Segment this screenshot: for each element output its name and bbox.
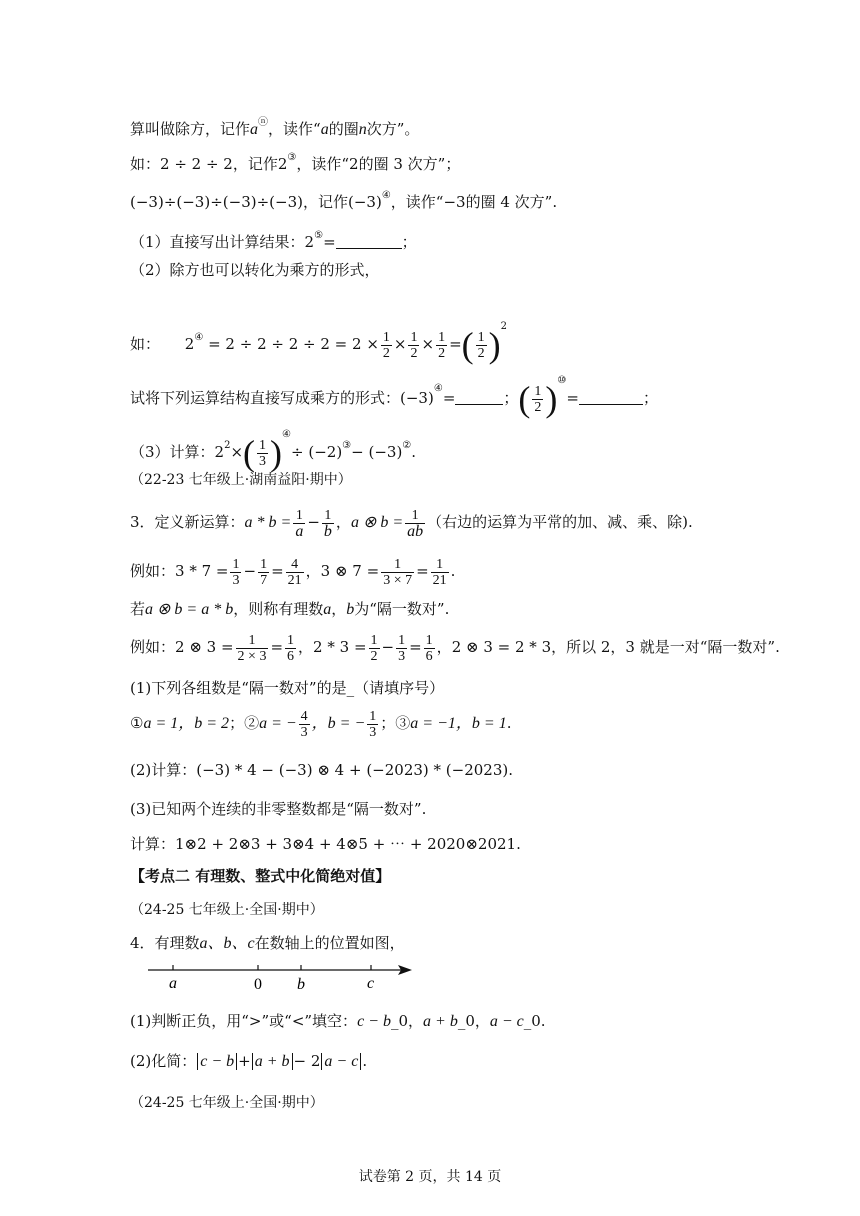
text: ， [436, 638, 452, 656]
numerator: 1 [394, 556, 402, 572]
label-0: 0 [254, 976, 262, 993]
right-paren: ) [270, 433, 283, 473]
math-expr: = 2 ÷ 2 ÷ 2 ÷ 2 = 2 × [208, 335, 379, 353]
numerator: 1 [259, 437, 267, 453]
numerator: 4 [300, 708, 308, 724]
text: 为“隔一数对”. [354, 600, 450, 618]
numerator: 1 [534, 383, 542, 399]
math-expr: c − b [357, 1013, 391, 1030]
math-expr: 2 ⊗ 3 = 2 * 3 [451, 638, 552, 656]
intro-line-3 [130, 186, 557, 212]
part-label: (2)计算： [130, 761, 197, 779]
denominator: 2 [477, 345, 485, 361]
q2-example [130, 310, 508, 365]
section-heading: 【考点二 有理数、整式中化简绝对值】 [130, 867, 391, 885]
q3-options [130, 706, 511, 741]
q2-try [130, 364, 658, 419]
numerator: 1 [425, 632, 433, 648]
part-label: (1)判断正负，用“>”或“<”填空： [130, 1012, 358, 1030]
numerator: 1 [411, 507, 419, 523]
math-expr: ÷ (−2) [291, 443, 343, 461]
text: 如： [130, 155, 161, 173]
math-expr: (−3)÷(−3)÷(−3)÷(−3) [130, 193, 303, 211]
equals: = [442, 389, 456, 407]
var-a: a [250, 121, 259, 138]
circled-10: ⑩ [557, 375, 567, 386]
math-vars: a、b、c [199, 935, 255, 952]
fraction [369, 633, 380, 664]
math-expr: a = −1，b = 1 [410, 715, 507, 732]
q3-example-1 [130, 554, 455, 588]
q3-part3: (3)已知两个连续的非零整数都是“隔一数对”. [130, 800, 427, 818]
math-expr: 3 * 7 = [175, 562, 229, 580]
denominator: 6 [425, 648, 433, 664]
denominator: 3 × 7 [383, 572, 413, 588]
fraction [381, 557, 414, 588]
math-expr: a * b = [244, 514, 292, 531]
text: 的圈 4 次方”. [465, 193, 558, 211]
fraction-1-over-ab [405, 508, 425, 539]
denominator: a [295, 522, 304, 540]
part-label: （2）除方也可以转化为乘方的形式， [130, 261, 380, 279]
circled-4: ④ [433, 383, 443, 394]
q4-part2 [130, 1051, 367, 1072]
numerator: 1 [436, 556, 444, 572]
fraction [285, 633, 296, 664]
text: 例如： [130, 638, 176, 656]
plus: + [238, 1052, 251, 1070]
denominator: 3 [300, 724, 308, 740]
numerator: 1 [438, 329, 446, 345]
numerator: 1 [410, 329, 418, 345]
math-expr: 2 ⊗ 3 = [175, 638, 234, 656]
fraction-1-over-b [322, 508, 334, 539]
blank-text: _0， [457, 1012, 490, 1030]
circled-3: ③ [342, 440, 352, 451]
math-expr: 2 ÷ 2 ÷ 2 [160, 155, 233, 173]
numerator: 1 [287, 632, 295, 648]
intro-line-1 [130, 113, 419, 140]
math-expr: 1⊗2 + 2⊗3 + 3⊗4 + 4⊗5 + ⋯ + 2020⊗2021 [175, 835, 517, 853]
text: ，则称有理数 [233, 600, 324, 618]
label-b: b [297, 976, 305, 993]
part-label: （1）直接写出计算结果： [130, 233, 305, 251]
absolute-value: a − c [321, 1053, 361, 1070]
option-2: ；② [229, 714, 260, 732]
denominator: 7 [260, 572, 268, 588]
var-a: a [320, 121, 329, 138]
text: 在数轴上的位置如图， [254, 934, 405, 952]
denominator: 2 [382, 345, 390, 361]
equals: = [409, 638, 422, 656]
blank-text: _0. [523, 1012, 546, 1030]
math-base: (−3) [347, 193, 382, 211]
answer-blank[interactable] [336, 234, 402, 249]
times: × [421, 335, 435, 353]
denominator: 2 × 3 [237, 648, 267, 664]
text: ； [401, 233, 417, 251]
equals: = [271, 562, 284, 580]
times: × [230, 443, 244, 461]
text: （右边的运算为平常的加、减、乘、除). [427, 513, 693, 531]
fraction [299, 709, 310, 740]
text: 例如： [130, 562, 176, 580]
fraction-half [408, 330, 419, 361]
question-number: 3．定义新运算： [130, 513, 245, 531]
circled-3: ③ [287, 152, 297, 163]
denominator: 21 [432, 572, 447, 588]
circled-4: ④ [194, 332, 204, 343]
text: ； [642, 389, 658, 407]
fraction [258, 557, 269, 588]
denominator: b [323, 522, 332, 540]
q2-part3 [130, 418, 417, 473]
equals: = [323, 233, 336, 251]
denominator: 3 [398, 648, 406, 664]
text: ， [335, 513, 351, 531]
denominator: 3 [369, 724, 377, 740]
q3-example-2 [130, 630, 780, 664]
math-expr: − (−3) [351, 443, 403, 461]
fraction [236, 633, 269, 664]
denominator: ab [407, 522, 424, 540]
fraction [286, 557, 304, 588]
text: ； [503, 389, 519, 407]
minus: − [243, 562, 257, 580]
page-footer: 试卷第 2 页，共 14 页 [358, 1169, 502, 1185]
numerator: 1 [324, 507, 332, 523]
q2-part2 [130, 260, 380, 280]
circled-2: ② [402, 440, 412, 451]
math-expr: ，b = − [311, 715, 366, 732]
fraction-half [476, 330, 487, 361]
absolute-value: c − b [197, 1053, 237, 1070]
numerator: 1 [369, 708, 377, 724]
math-base: 2 [304, 233, 315, 251]
q4-stem [130, 933, 405, 954]
text: ， [305, 562, 321, 580]
text: 算叫做除方，记作 [130, 120, 251, 138]
text: . [508, 761, 514, 779]
minus: − [381, 638, 395, 656]
q3-source: （22-23 七年级上·湖南益阳·期中） [130, 472, 352, 488]
fraction [396, 633, 407, 664]
numerator: 1 [370, 632, 378, 648]
q4-part1 [130, 1011, 546, 1032]
fraction [424, 633, 435, 664]
fraction-half [436, 330, 447, 361]
math-expr: a + b [423, 1013, 458, 1030]
label-c: c [367, 975, 375, 992]
math-expr: a − c [489, 1013, 524, 1030]
q5-source: （24-25 七年级上·全国·期中） [130, 1095, 324, 1111]
fraction-1-over-a [293, 508, 305, 539]
text: . [450, 562, 456, 580]
q3-stem [130, 505, 693, 540]
q3-condition [130, 599, 449, 620]
fraction-half [381, 330, 392, 361]
text: 试将下列运算结构直接写成乘方的形式： [130, 389, 401, 407]
text: 若 [130, 600, 146, 618]
q3-calc [130, 834, 521, 854]
text: ，读作“ [390, 193, 444, 211]
left-paren: ( [243, 433, 256, 473]
fraction-third [257, 438, 268, 469]
numerator: 4 [291, 556, 299, 572]
equals: = [270, 638, 284, 656]
exponent: 2 [224, 440, 231, 451]
math-expr: (−3) * 4 − (−3) ⊗ 4 + (−2023) * (−2023) [196, 761, 509, 779]
intro-line-2 [130, 148, 460, 174]
numerator: 1 [477, 329, 485, 345]
right-paren: ) [488, 325, 501, 365]
denominator: 3 [259, 453, 267, 469]
fraction-half [532, 384, 543, 415]
absolute-value: a + b [252, 1053, 293, 1070]
math-expr: 3 ⊗ 7 = [320, 562, 380, 580]
label-a: a [169, 975, 177, 992]
denominator: 6 [287, 648, 295, 664]
math-expr: a = − [259, 715, 297, 732]
question-number: 4．有理数 [130, 934, 200, 952]
text: 的圈 [328, 120, 359, 138]
fraction [431, 557, 449, 588]
answer-blank[interactable] [579, 390, 643, 405]
left-paren: ( [461, 325, 474, 365]
numerator: 1 [398, 632, 406, 648]
minus: − [307, 513, 320, 531]
var-n: n [358, 121, 367, 138]
math-expr: − 2 [293, 1052, 321, 1070]
number-line [140, 958, 420, 998]
text: . [506, 714, 512, 732]
fraction [367, 709, 378, 740]
denominator: 2 [410, 345, 418, 361]
part-label: （3）计算： [130, 443, 215, 461]
q2-part1 [130, 226, 417, 252]
text: 如： [130, 335, 161, 353]
var-a: a [323, 601, 332, 618]
q3-part2 [130, 760, 513, 780]
denominator: 2 [438, 345, 446, 361]
math-base: 2 [184, 335, 195, 353]
left-paren: ( [518, 379, 531, 419]
option-3: ；③ [380, 714, 411, 732]
fraction [230, 557, 241, 588]
text: ，读作“2的圈 3 次方”； [296, 155, 461, 173]
equals: = [449, 335, 462, 353]
option-1: ① [130, 714, 144, 732]
text: ，读作“ [268, 120, 321, 138]
numerator: 1 [248, 632, 256, 648]
exponent: 2 [500, 321, 508, 332]
circled-5: ⑤ [314, 230, 324, 241]
circled-n: ⓝ [258, 117, 269, 128]
equals: = [416, 562, 429, 580]
text: . [516, 835, 521, 853]
circled-4: ④ [381, 190, 391, 201]
numerator: 1 [260, 556, 268, 572]
blank-text: _0， [390, 1012, 424, 1030]
answer-blank[interactable] [455, 390, 503, 405]
q4-source: （24-25 七年级上·全国·期中） [130, 902, 324, 918]
equals: = [566, 389, 579, 407]
text: ， [298, 638, 314, 656]
text: . [411, 443, 417, 461]
text: 计算： [130, 835, 176, 853]
times: × [393, 335, 407, 353]
text: . [362, 1052, 368, 1070]
right-paren: ) [545, 379, 558, 419]
math-base: 2 [214, 443, 225, 461]
math-base: 2 [277, 155, 288, 173]
math-base: (−3) [400, 389, 434, 407]
text: ，记作 [302, 193, 348, 211]
numerator: 1 [382, 329, 390, 345]
denominator: 21 [287, 572, 302, 588]
math-expr: a ⊗ b = [350, 514, 404, 531]
math-value: −3 [443, 193, 466, 211]
math-expr: a ⊗ b = a * b [145, 601, 234, 618]
text: ，记作 [232, 155, 278, 173]
denominator: 2 [370, 648, 378, 664]
var-b: b [346, 601, 355, 618]
numerator: 1 [232, 556, 240, 572]
math-expr: a = 1，b = 2 [143, 715, 230, 732]
text: ，所以 2，3 就是一对“隔一数对”. [551, 638, 780, 656]
denominator: 2 [534, 399, 542, 415]
text: ， [331, 600, 347, 618]
text: 次方”。 [366, 120, 420, 138]
numerator: 1 [295, 507, 303, 523]
circled-4: ④ [282, 429, 292, 440]
math-expr: 2 * 3 = [313, 638, 367, 656]
part-label: (2)化简： [130, 1052, 197, 1070]
denominator: 3 [232, 572, 240, 588]
q3-part1: (1)下列各组数是“隔一数对”的是_（请填序号） [130, 679, 445, 697]
